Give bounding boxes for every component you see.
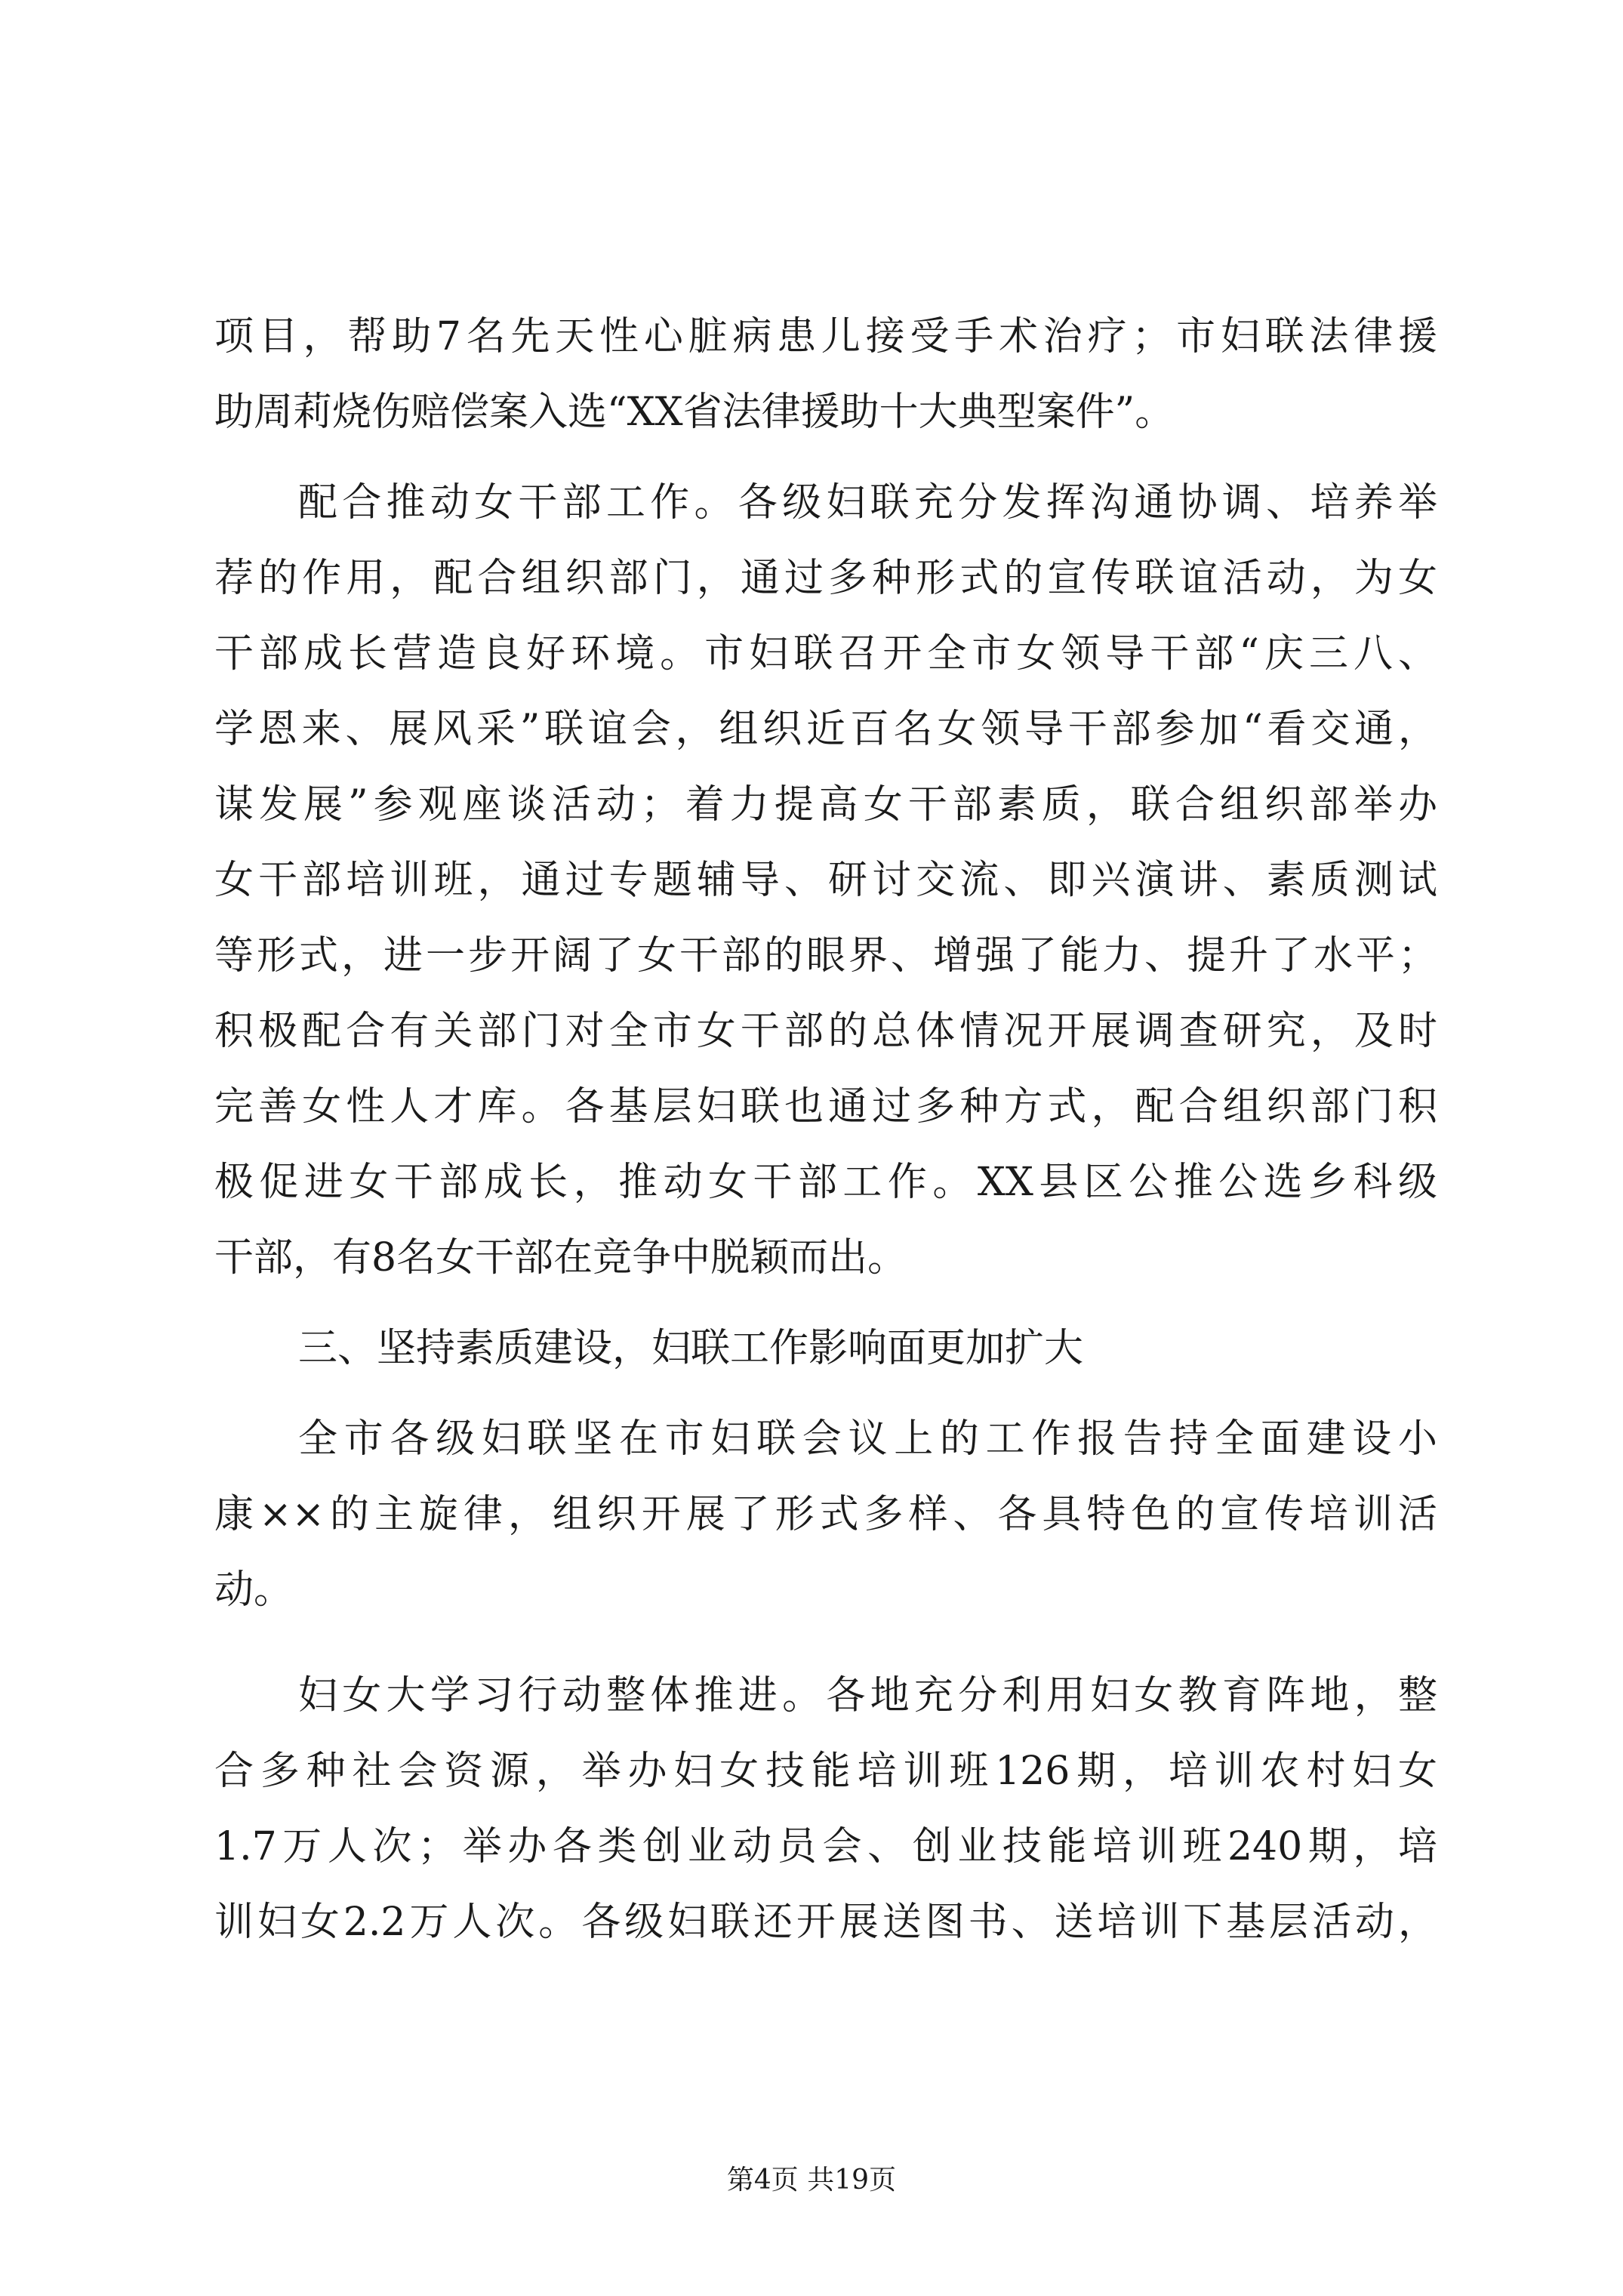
paragraph-heading-line: 妇女大学习行动整体推进。各地充分利用妇女教育阵地，整 xyxy=(298,1673,1437,1718)
body-line: 荐的作用，配合组织部门，通过多种形式的宣传联谊活动，为女 xyxy=(214,556,1437,601)
body-line: 女干部培训班，通过专题辅导、研讨交流、即兴演讲、素质测试 xyxy=(214,858,1437,903)
body-line: 训妇女2.2万人次。各级妇联还开展送图书、送培训下基层活动， xyxy=(214,1900,1437,1945)
body-line: 助周莉烧伤赔偿案入选“XX省法律援助十大典型案件”。 xyxy=(214,390,1175,435)
body-line: 合多种社会资源，举办妇女技能培训班126期，培训农村妇女 xyxy=(214,1749,1437,1794)
body-line: 干部成长营造良好环境。市妇联召开全市女领导干部“庆三八、 xyxy=(214,631,1437,676)
paragraph-heading-line: 配合推动女干部工作。各级妇联充分发挥沟通协调、培养举 xyxy=(298,480,1437,525)
body-line: 全市各级妇联坚在市妇联会议上的工作报告持全面建设小 xyxy=(298,1416,1437,1462)
body-line: 1.7万人次；举办各类创业动员会、创业技能培训班240期，培 xyxy=(214,1824,1437,1869)
body-line: 学恩来、展风采”联谊会，组织近百名女领导干部参加“看交通， xyxy=(214,707,1437,752)
body-line: 项目，帮助7名先天性心脏病患儿接受手术治疗；市妇联法律援 xyxy=(214,314,1437,359)
body-line: 极促进女干部成长，推动女干部工作。XX县区公推公选乡科级 xyxy=(214,1160,1437,1205)
body-line: 动。 xyxy=(214,1567,294,1613)
page-number-footer: 第4页 共19页 xyxy=(726,2165,897,2196)
body-line: 谋发展”参观座谈活动；着力提高女干部素质，联合组织部举办 xyxy=(214,782,1437,827)
body-line: 康××的主旋律，组织开展了形式多样、各具特色的宣传培训活 xyxy=(214,1492,1437,1537)
body-line: 积极配合有关部门对全市女干部的总体情况开展调查研究，及时 xyxy=(214,1009,1437,1054)
body-line: 干部，有8名女干部在竞争中脱颖而出。 xyxy=(214,1235,907,1281)
section-heading: 三、坚持素质建设，妇联工作影响面更加扩大 xyxy=(298,1326,1084,1371)
body-line: 完善女性人才库。各基层妇联也通过多种方式，配合组织部门积 xyxy=(214,1084,1437,1130)
body-line: 等形式，进一步开阔了女干部的眼界、增强了能力、提升了水平； xyxy=(214,933,1437,978)
